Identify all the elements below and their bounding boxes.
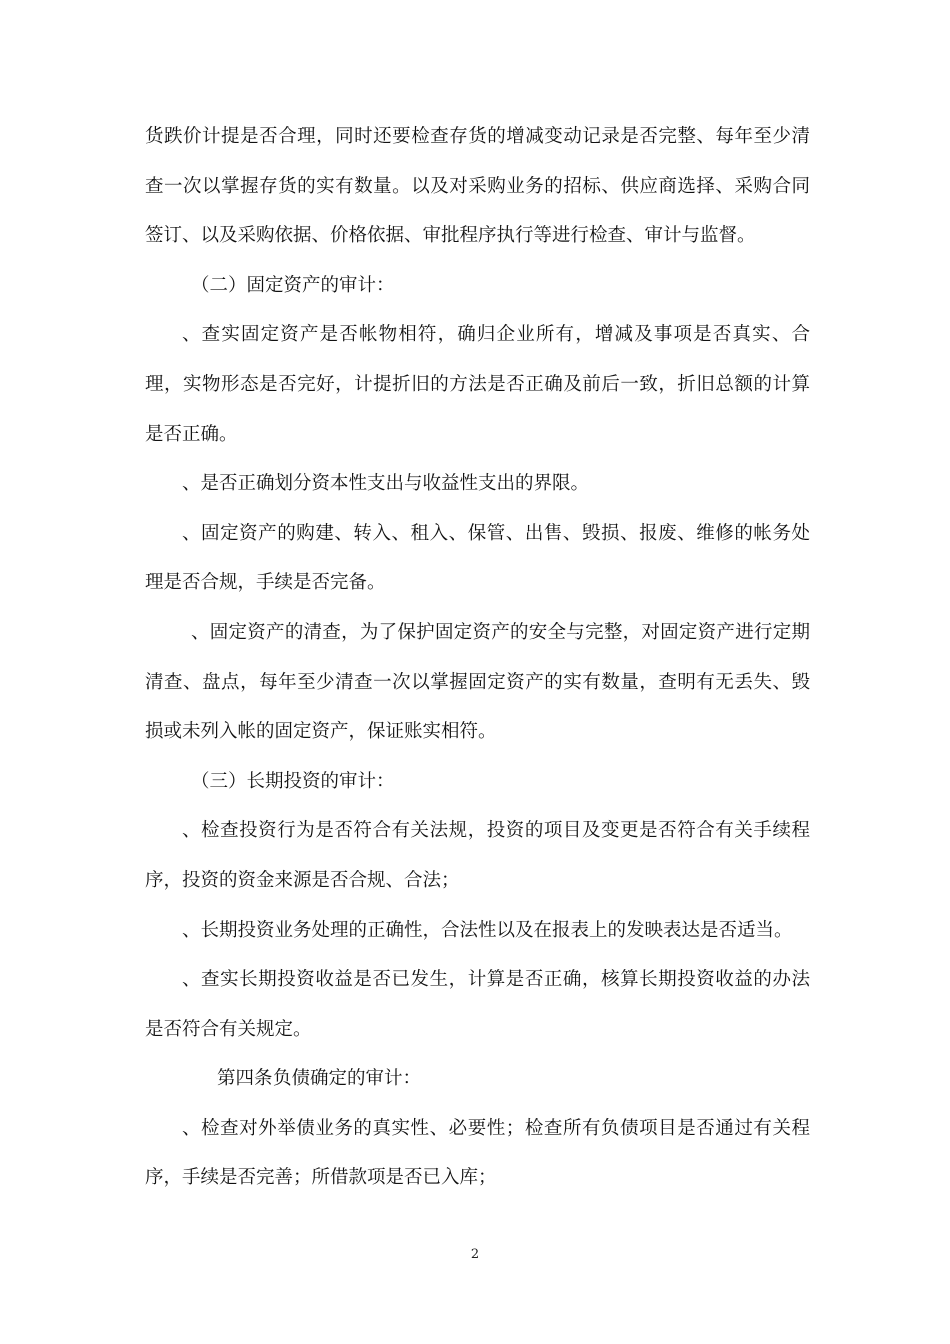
document-body xyxy=(145,112,810,1203)
article-title: 负债确定的审计： xyxy=(273,1068,422,1090)
paragraph-fixed-assets-verify: 、查实固定资产是否帐物相符，确归企业所有，增减及事项是否真实、合理，实物形态是否完好，计提折旧的方法是否正确及前后一致，折旧总额的计算是否正确。 xyxy=(145,324,810,445)
section-heading-long-term-investment: （三）长期投资的审计： xyxy=(191,770,395,792)
paragraph-investment-accounting: 、长期投资业务处理的正确性，合法性以及在报表上的发映表达是否适当。 xyxy=(182,919,793,941)
paragraph-capital-expenditure: 、是否正确划分资本性支出与收益性支出的界限。 xyxy=(182,473,590,495)
section-heading-fixed-assets: （二）固定资产的审计： xyxy=(191,274,395,296)
article-heading xyxy=(145,1054,810,1104)
paragraph-investment-compliance: 、检查投资行为是否符合有关法规，投资的项目及变更是否符合有关手续程序，投资的资金来源是否合规、合法； xyxy=(145,820,810,891)
paragraph-liabilities-check: 、检查对外举债业务的真实性、必要性；检查所有负债项目是否通过有关程序，手续是否完善；所借款项是否已入库； xyxy=(145,1117,810,1189)
paragraph-investment-income: 、查实长期投资收益是否已发生，计算是否正确，核算长期投资收益的办法是否符合有关规定。 xyxy=(145,969,810,1040)
page-number: 2 xyxy=(470,1247,480,1262)
paragraph-inventory-audit: 货跌价计提是否合理，同时还要检查存货的增减变动记录是否完整、每年至少清查一次以掌握存货的实有数量。以及对采购业务的招标、供应商选择、采购合同签订、以及采购依据、价格依据、审批程序执行等进行检查、审计与监督。 xyxy=(145,126,810,247)
paragraph-fixed-assets-inventory: 、固定资产的清查，为了保护固定资产的安全与完整，对固定资产进行定期清查、盘点，每年至少清查一次以掌握固定资产的实有数量，查明有无丢失、毁损或未列入帐的固定资产，保证账实相符。 xyxy=(145,621,810,743)
paragraph-fixed-assets-accounting: 、固定资产的购建、转入、租入、保管、出售、毁损、报废、维修的帐务处理是否合规，手续是否完备。 xyxy=(145,522,810,594)
article-number: 第四条 xyxy=(217,1068,273,1090)
